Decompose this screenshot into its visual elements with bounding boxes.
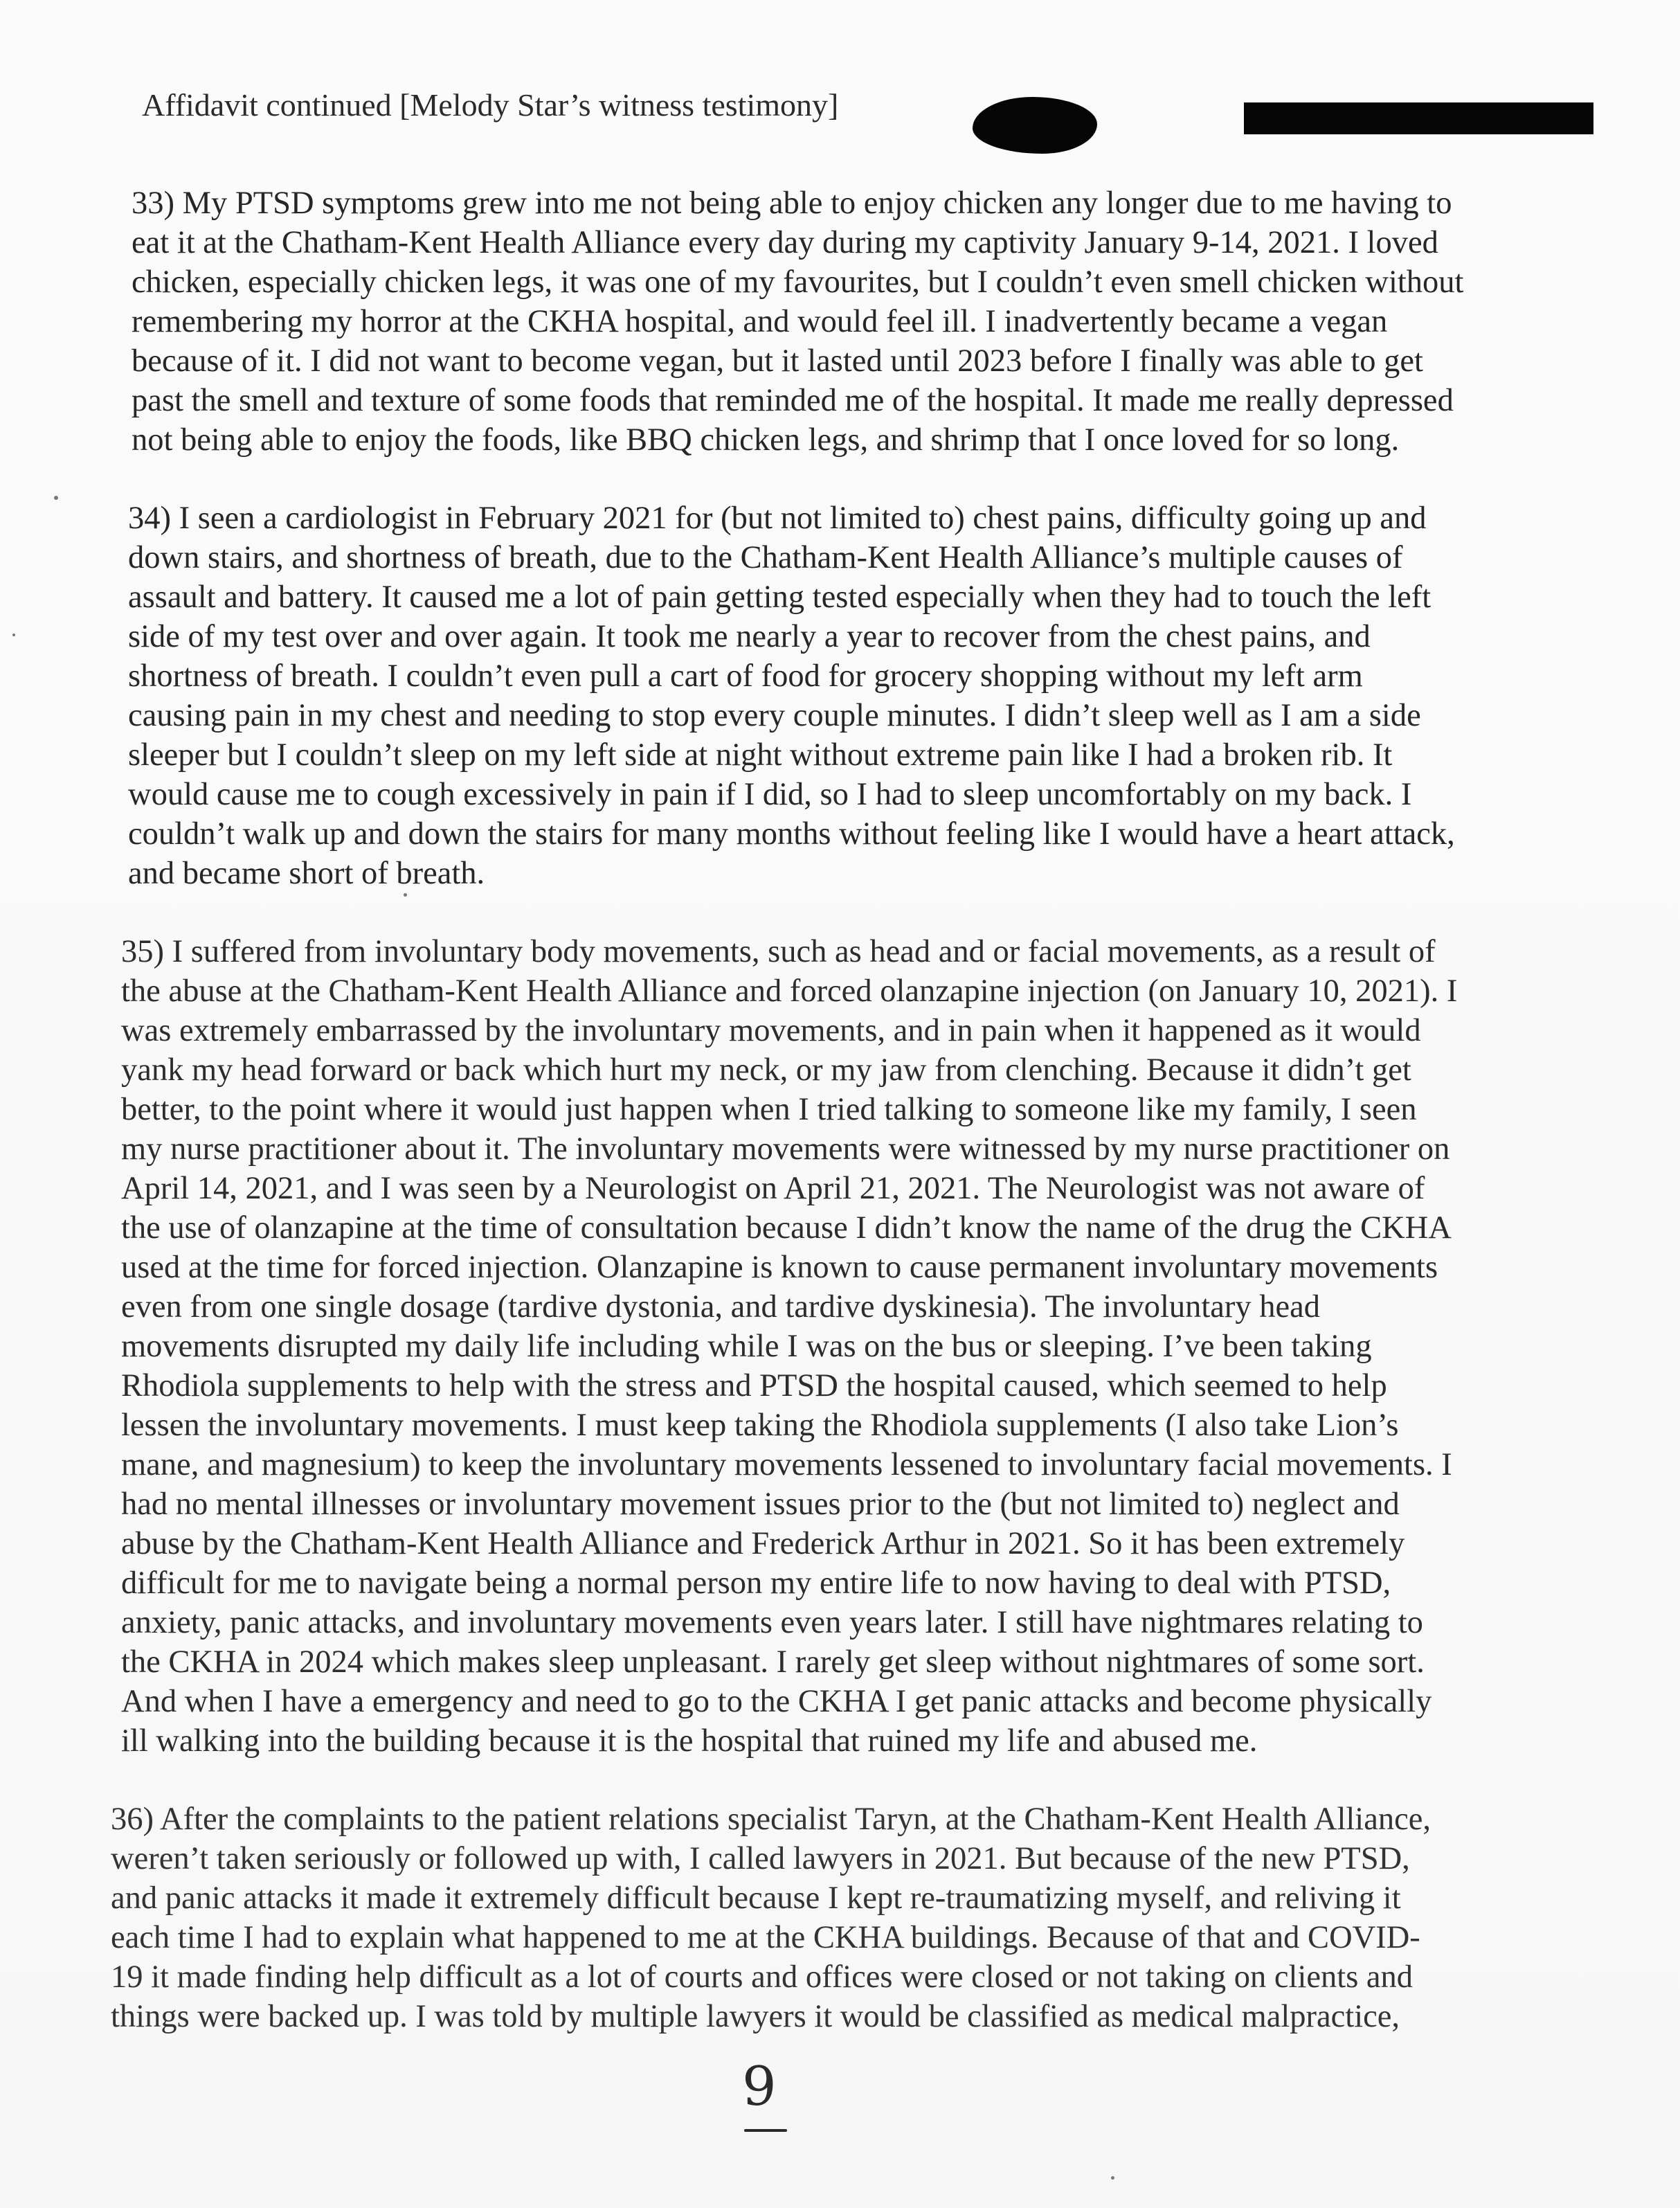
paragraph-33: 33) My PTSD symptoms grew into me not being able to enjoy chicken any longer due to me having to eat it at the Chatham-Kent Health Alliance every day during my captivity January 9-14, 2021. I loved chicken, especially chicken legs, it was one of my favourites, but I couldn’t even smell chicken without remembering my horror at the CKHA hospital, and would feel ill. I inadvertently became a vegan because of it. I did not want to become vegan, but it lasted until 2023 before I finally was able to get past the smell and texture of some foods that reminded me of the hospital. It made me really depressed not being able to enjoy the foods, like BBQ chicken legs, and shrimp that I once loved for so long.	[132, 186, 1464, 458]
scan-speck	[12, 634, 15, 636]
redaction-bar	[1244, 102, 1593, 134]
page-number-underline	[744, 2129, 787, 2132]
scan-speck	[404, 893, 407, 897]
paragraph-36: 36) After the complaints to the patient relations specialist Taryn, at the Chatham-Kent Health Alliance, weren’t taken seriously or followed up with, I called lawyers in 2021. But because of the new PTSD, and panic attacks it made it extremely difficult because I kept re-traumatizing myself, and reliving it each time I had to explain what happened to me at the CKHA buildings. Because of that and COVID- 19 it made finding help difficult as a lot of courts and offices were closed or not taking on clients and things were backed up. I was told by multiple lawyers it would be classified as medical malpractice,	[111, 1802, 1431, 2034]
affidavit-header: Affidavit continued [Melody Star’s witness testimony]	[142, 87, 839, 123]
affidavit-body	[111, 183, 1571, 2075]
scan-speck	[54, 496, 58, 500]
paragraph-34: 34) I seen a cardiologist in February 2021 for (but not limited to) chest pains, difficulty going up and down stairs, and shortness of breath, due to the Chatham-Kent Health Alliance’s multiple causes of assault and battery. It caused me a lot of pain getting tested especially when they had to touch the left side of my test over and over again. It took me nearly a year to recover from the chest pains, and shortness of breath. I couldn’t even pull a cart of food for grocery shopping without my left arm causing pain in my chest and needing to stop every couple minutes. I didn’t sleep well as I am a side sleeper but I couldn’t sleep on my left side at night without extreme pain like I had a broken rib. It would cause me to cough excessively in pain if I did, so I had to sleep uncomfortably on my back. I couldn’t walk up and down the stairs for many months without feeling like I would have a heart attack, and became short of breath.	[128, 501, 1455, 891]
paragraph-35: 35) I suffered from involuntary body movements, such as head and or facial movements, as a result of the abuse at the Chatham-Kent Health Alliance and forced olanzapine injection (on January 10, 2021). I was extremely embarrassed by the involuntary movements, and in pain when it happened as it would yank my head forward or back which hurt my neck, or my jaw from clenching. Because it didn’t get better, to the point where it would just happen when I tried talking to someone like my family, I seen my nurse practitioner about it. The involuntary movements were witnessed by my nurse practitioner on April 14, 2021, and I was seen by a Neurologist on April 21, 2021. The Neurologist was not aware of the use of olanzapine at the time of consultation because I didn’t know the name of the drug the CKHA used at the time for forced injection. Olanzapine is known to cause permanent involuntary movements even from one single dosage (tardive dystonia, and tardive dyskinesia). The involuntary head movements disrupted my daily life including while I was on the bus or sleeping. I’ve been taking Rhodiola supplements to help with the stress and PTSD the hospital caused, which seemed to help lessen the involuntary movements. I must keep taking the Rhodiola supplements (I also take Lion’s mane, and magnesium) to keep the involuntary movements lessened to involuntary facial movements. I had no mental illnesses or involuntary movement issues prior to the (but not limited to) neglect and abuse by the Chatham-Kent Health Alliance and Frederick Arthur in 2021. So it has been extremely difficult for me to navigate being a normal person my entire life to now having to deal with PTSD, anxiety, panic attacks, and involuntary movements even years later. I still have nightmares relating to the CKHA in 2024 which makes sleep unpleasant. I rarely get sleep without nightmares of some sort. And when I have a emergency and need to go to the CKHA I get panic attacks and become physically ill walking into the building because it is the hospital that ruined my life and abused me.	[121, 934, 1458, 1759]
handwritten-page-number: 9	[742, 2056, 777, 2118]
redaction-oval	[973, 97, 1097, 154]
scan-speck	[1111, 2176, 1114, 2180]
